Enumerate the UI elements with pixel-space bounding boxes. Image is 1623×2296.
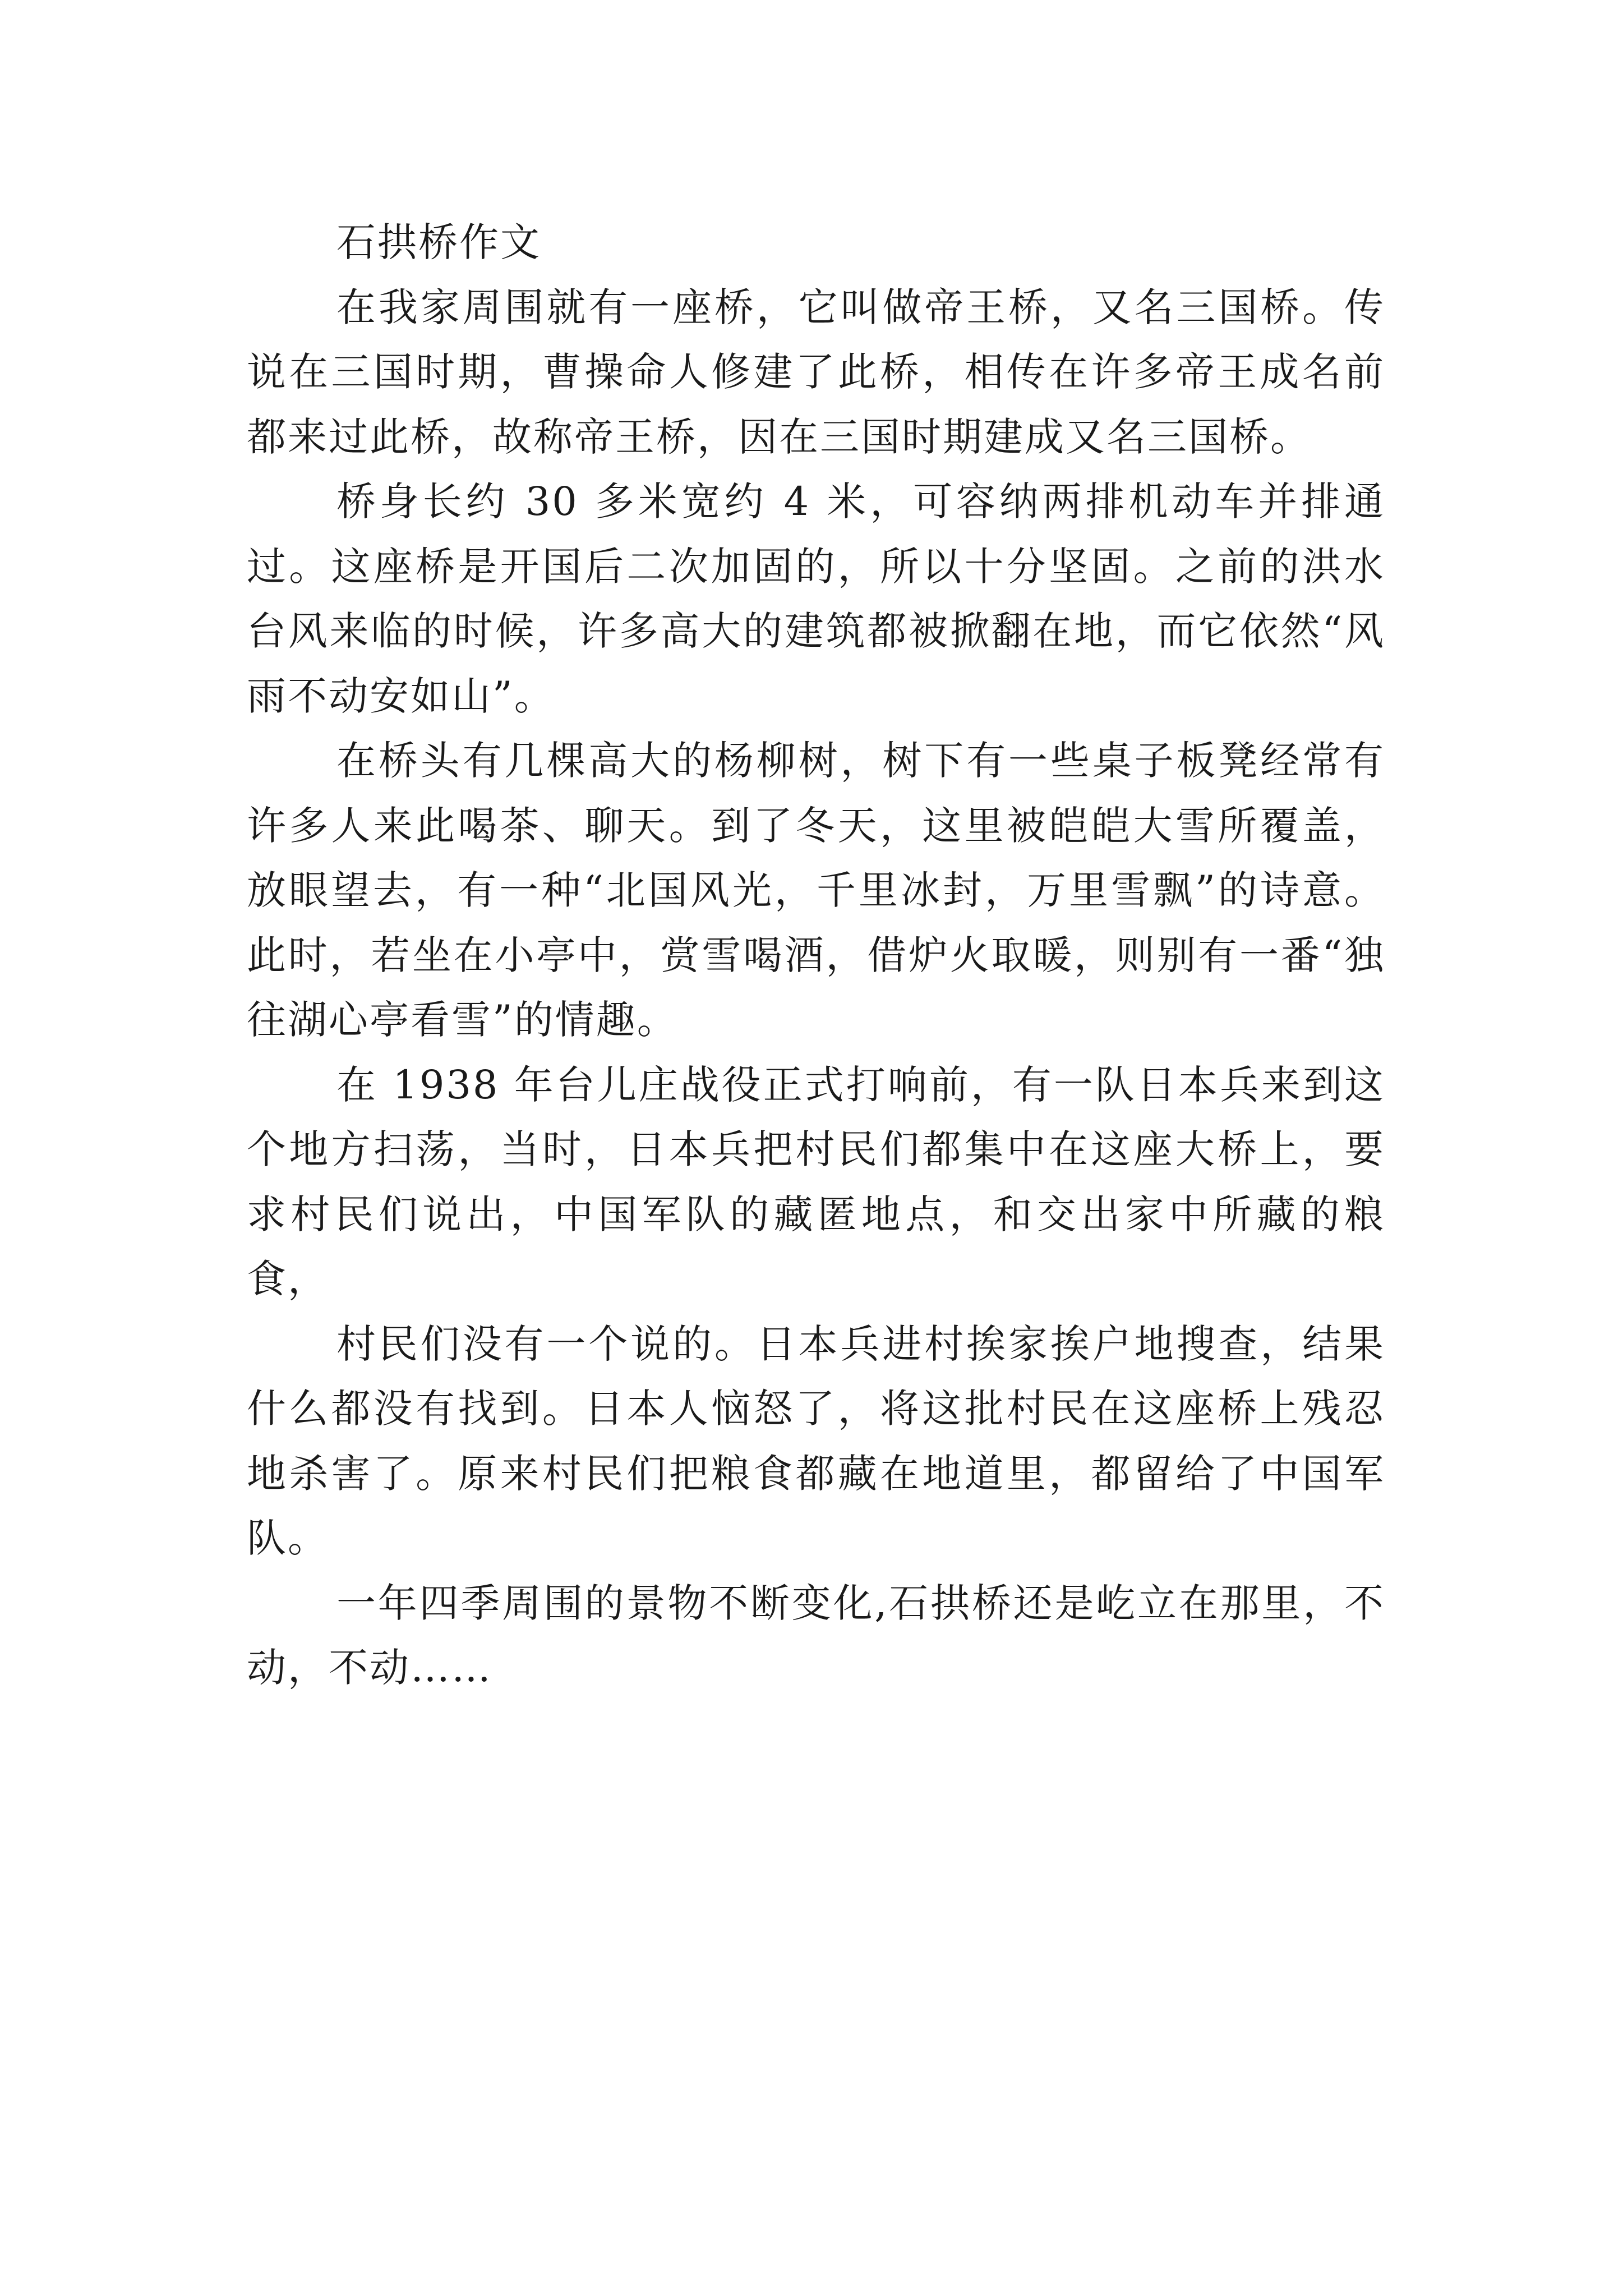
paragraph-6: 一年四季周围的景物不断变化,石拱桥还是屹立在那里，不动，不动……: [247, 1580, 1385, 1691]
paragraph-2: 桥身长约 30 多米宽约 4 米，可容纳两排机动车并排通过。这座桥是开国后二次加固的，所以十分坚固。之前的洪水台风来临的时候，许多高大的建筑都被掀翻在地，而它依然“风雨不动安如山”。: [247, 478, 1385, 719]
paragraph-3: 在桥头有几棵高大的杨柳树，树下有一些桌子板凳经常有许多人来此喝茶、聊天。到了冬天，这里被皑皑大雪所覆盖，放眼望去，有一种“北国风光，千里冰封，万里雪飘”的诗意。此时，若坐在小亭中，赏雪喝酒，借炉火取暖，则别有一番“独往湖心亭看雪”的情趣。: [247, 738, 1385, 1043]
essay-title: 石拱桥作文: [336, 219, 541, 265]
paragraph-4: 在 1938 年台儿庄战役正式打响前，有一队日本兵来到这个地方扫荡，当时，日本兵把村民们都集中在这座大桥上，要求村民们说出，中国军队的藏匿地点，和交出家中所藏的粮食，: [247, 1061, 1385, 1302]
paragraph-1: 在我家周围就有一座桥，它叫做帝王桥，又名三国桥。传说在三国时期，曹操命人修建了此桥，相传在许多帝王成名前都来过此桥，故称帝王桥，因在三国时期建成又名三国桥。: [247, 284, 1385, 460]
paragraph-5: 村民们没有一个说的。日本兵进村挨家挨户地搜查，结果什么都没有找到。日本人恼怒了，将这批村民在这座桥上残忍地杀害了。原来村民们把粮食都藏在地道里，都留给了中国军队。: [247, 1320, 1385, 1561]
essay-body: [247, 210, 1385, 1701]
